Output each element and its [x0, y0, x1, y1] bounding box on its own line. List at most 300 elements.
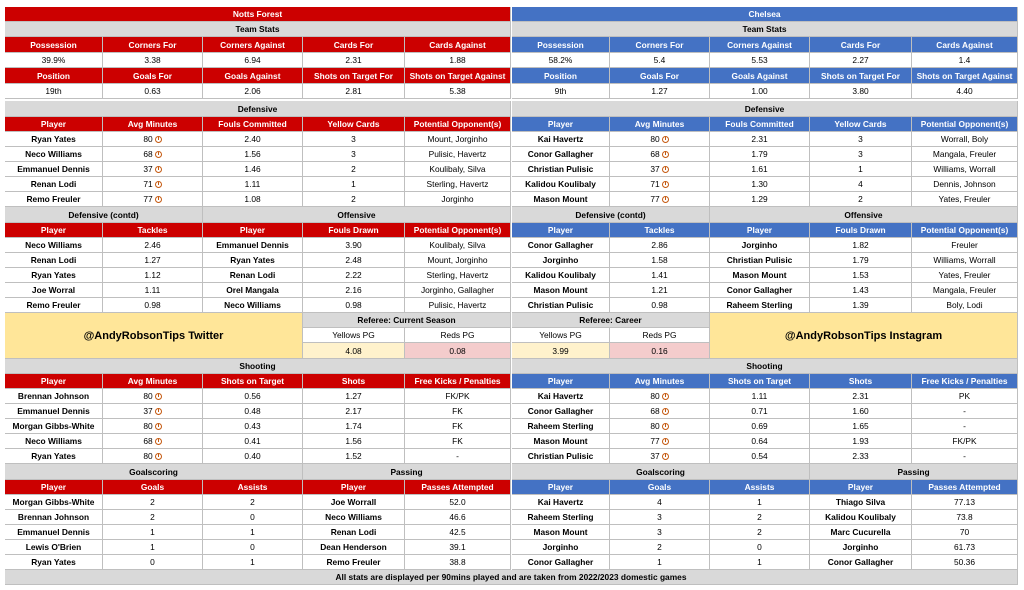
stat-header-text: Goals For: [639, 70, 680, 81]
shooting-header: [810, 374, 912, 389]
goal-cell: [512, 525, 610, 540]
shooting-cell-text: FK/PK: [952, 436, 977, 446]
shooting-header-text: Shots: [848, 376, 873, 386]
shooting-cell: [405, 449, 511, 464]
tackles-value-text: 1.27: [144, 255, 161, 265]
defensive-cell-text: 1: [858, 164, 863, 174]
stat-value-text: 2.81: [345, 86, 362, 96]
defensive-cell: [303, 192, 405, 207]
defensive-cell-text: Emmanuel Dennis: [17, 164, 90, 174]
tackles-player-text: Jorginho: [542, 255, 579, 265]
offensive-player: [203, 283, 303, 298]
offensive-opponent-text: Freuler: [951, 240, 978, 250]
goal-cell: [710, 525, 810, 540]
defensive-cell-text: Kai Havertz: [537, 134, 584, 144]
goal-cell-text: 0: [150, 557, 155, 567]
pass-player-text: Conor Gallagher: [827, 557, 894, 567]
stopwatch-icon: [155, 408, 162, 415]
pass-value: [405, 555, 511, 570]
defensive-cell-text: 1.61: [751, 164, 768, 174]
offensive-value: [810, 268, 912, 283]
defensive-header-text: Avg Minutes: [127, 119, 178, 129]
shooting-cell: [610, 404, 710, 419]
stat-value: [405, 53, 511, 68]
defensive-header-text: Player: [547, 119, 574, 129]
defensive-cell-text: 2: [351, 164, 356, 174]
pass-player-text: Neco Williams: [325, 512, 382, 522]
stopwatch-icon: [662, 166, 669, 173]
stat-header-text: Goals Against: [731, 70, 788, 81]
defensive-cell: [405, 192, 511, 207]
offensive-header: [203, 223, 303, 238]
goal-cell-text: Jorginho: [542, 542, 579, 552]
stat-value-text: 19th: [45, 86, 62, 96]
tackles-header: [5, 223, 103, 238]
shooting-cell: [5, 434, 103, 449]
defensive-cell-text: Mount, Jorginho: [427, 134, 488, 144]
offensive-player-text: Conor Gallagher: [726, 285, 793, 295]
shooting-cell-text: FK: [452, 406, 463, 416]
stopwatch-icon: [155, 423, 162, 430]
shooting-header-text: Player: [40, 376, 67, 386]
stat-value: [203, 53, 303, 68]
defensive-header-text: Fouls Committed: [725, 119, 794, 129]
offensive-value-text: 1.53: [852, 270, 869, 280]
shooting-cell-text: 0.40: [244, 451, 261, 461]
offensive-title: [710, 207, 1018, 223]
shooting-cell-text: 0.71: [751, 406, 768, 416]
offensive-player: [710, 283, 810, 298]
offensive-player: [203, 253, 303, 268]
shooting-cell-text: 0.69: [751, 421, 768, 431]
def-contd-title: [512, 207, 710, 223]
tackles-player-text: Neco Williams: [25, 240, 82, 250]
stopwatch-icon: [155, 151, 162, 158]
defensive-cell-text: 77: [143, 194, 153, 204]
tackles-value-text: 1.12: [144, 270, 161, 280]
shooting-cell-text: PK: [958, 391, 971, 401]
defensive-cell: [5, 177, 103, 192]
stat-header-text: Cards For: [840, 39, 881, 50]
pass-player-text: Joe Worrall: [330, 497, 377, 507]
stat-value-text: 4.40: [956, 86, 973, 96]
offensive-header-text: Potential Opponent(s): [413, 225, 502, 235]
shooting-header-text: Avg Minutes: [127, 376, 178, 386]
tackles-player: [5, 283, 103, 298]
stat-header: [303, 37, 405, 53]
pass-value: [912, 525, 1018, 540]
pass-player: [303, 555, 405, 570]
goal-cell: [710, 510, 810, 525]
stat-header: [405, 37, 511, 53]
tackles-player: [512, 283, 610, 298]
tackles-value-text: 0.98: [651, 300, 668, 310]
pass-player: [303, 525, 405, 540]
tackles-player-text: Joe Worral: [31, 285, 76, 295]
shooting-cell-text: 0.48: [244, 406, 261, 416]
shooting-header-text: Shots on Target: [220, 376, 285, 386]
stat-value: [5, 53, 103, 68]
reds-label-text: Reds PG: [642, 330, 677, 340]
stat-header: [710, 68, 810, 84]
shooting-cell: [303, 449, 405, 464]
offensive-opponent-text: Sterling, Havertz: [426, 270, 489, 280]
goal-cell-text: Lewis O'Brien: [25, 542, 82, 552]
stat-header-text: Shots on Target Against: [409, 70, 506, 81]
goal-cell: [103, 495, 203, 510]
tackles-player-text: Ryan Yates: [31, 270, 76, 280]
shooting-cell-text: Morgan Gibbs-White: [12, 421, 95, 431]
pass-player-text: Renan Lodi: [330, 527, 377, 537]
defensive-cell-text: 68: [650, 149, 660, 159]
defensive-header: [103, 117, 203, 132]
shooting-cell-text: 1.11: [751, 391, 768, 401]
defensive-cell: [912, 192, 1018, 207]
goal-cell-text: 3: [657, 527, 662, 537]
stat-value-text: 0.63: [144, 86, 161, 96]
shooting-cell-text: 1.65: [852, 421, 869, 431]
offensive-opponent: [912, 298, 1018, 313]
defensive-cell: [303, 147, 405, 162]
tackles-player-text: Conor Gallagher: [527, 240, 594, 250]
goal-cell-text: Brennan Johnson: [17, 512, 90, 522]
goal-cell-text: 1: [150, 527, 155, 537]
stopwatch-icon: [155, 196, 162, 203]
stat-value-text: 3.80: [852, 86, 869, 96]
career-yellows-text: 3.99: [552, 345, 569, 356]
offensive-opponent: [912, 268, 1018, 283]
tackles-player-text: Remo Freuler: [26, 300, 81, 310]
shooting-cell: [512, 404, 610, 419]
goal-cell: [512, 510, 610, 525]
shooting-cell-text: 1.56: [345, 436, 362, 446]
stopwatch-icon: [155, 393, 162, 400]
pass-value-text: 70: [959, 527, 970, 537]
defensive-cell-text: 1.08: [244, 194, 261, 204]
defensive-header: [5, 117, 103, 132]
goal-cell-text: 1: [757, 557, 762, 567]
footer-note: [5, 570, 1018, 585]
twitter-handle: [5, 313, 303, 359]
stat-value: [303, 84, 405, 99]
stat-value: [405, 84, 511, 99]
defensive-cell: [5, 192, 103, 207]
career-reds: [610, 343, 710, 359]
defensive-header-text: Potential Opponent(s): [920, 119, 1009, 129]
stat-value: [710, 84, 810, 99]
defensive-cell: [810, 177, 912, 192]
shooting-cell: [103, 434, 203, 449]
stat-value-text: 1.27: [651, 86, 668, 96]
goal-cell: [610, 555, 710, 570]
shooting-cell-text: Raheem Sterling: [527, 421, 594, 431]
stat-header-text: Position: [543, 70, 578, 81]
offensive-value-text: 2.22: [345, 270, 362, 280]
shooting-cell: [103, 389, 203, 404]
defensive-cell: [303, 177, 405, 192]
defensive-cell-text: Jorginho: [441, 194, 474, 204]
pass-header: [912, 480, 1018, 495]
defensive-cell-text: Pulisic, Havertz: [428, 149, 487, 159]
offensive-header-text: Player: [239, 225, 266, 235]
defensive-cell-text: 2: [351, 194, 356, 204]
goal-cell-text: 2: [757, 527, 762, 537]
stat-value: [303, 53, 405, 68]
defensive-cell: [203, 147, 303, 162]
goal-cell: [5, 525, 103, 540]
stopwatch-icon: [662, 423, 669, 430]
defensive-header: [203, 117, 303, 132]
tackles-value: [610, 253, 710, 268]
defensive-cell: [5, 162, 103, 177]
shooting-cell: [203, 404, 303, 419]
stat-header: [810, 37, 912, 53]
shooting-cell: [303, 389, 405, 404]
defensive-cell: [512, 177, 610, 192]
stat-value: [912, 84, 1018, 99]
defensive-cell-text: 37: [143, 164, 153, 174]
stat-header-text: Position: [36, 70, 71, 81]
shooting-cell: [912, 449, 1018, 464]
goal-cell: [103, 540, 203, 555]
shooting-cell: [5, 419, 103, 434]
defensive-cell: [103, 177, 203, 192]
pass-player-text: Dean Henderson: [320, 542, 387, 552]
shooting-cell-text: -: [963, 451, 966, 461]
tackles-player-text: Kalidou Koulibaly: [525, 270, 596, 280]
pass-header-text: Passes Attempted: [928, 482, 1001, 492]
stat-header-text: Cards Against: [429, 39, 486, 50]
tackles-value-text: 1.11: [144, 285, 161, 295]
stat-value: [103, 84, 203, 99]
shooting-cell: [103, 404, 203, 419]
defensive-cell-text: 37: [650, 164, 660, 174]
defensive-cell-text: 3: [351, 134, 356, 144]
shooting-header-text: Player: [547, 376, 574, 386]
shooting-cell-text: 0.43: [244, 421, 261, 431]
offensive-value-text: 2.48: [345, 255, 362, 265]
offensive-header: [303, 223, 405, 238]
goalscoring-title-text: Goalscoring: [636, 466, 685, 477]
goal-cell: [512, 540, 610, 555]
shooting-header: [512, 374, 610, 389]
tackles-player-text: Mason Mount: [533, 285, 588, 295]
goal-cell-text: 1: [250, 557, 255, 567]
stat-header: [912, 68, 1018, 84]
offensive-player-text: Christian Pulisic: [726, 255, 793, 265]
stat-header: [710, 37, 810, 53]
tackles-header-text: Tackles: [137, 225, 168, 235]
goal-cell-text: 2: [150, 497, 155, 507]
offensive-value-text: 1.39: [852, 300, 869, 310]
goal-cell: [103, 525, 203, 540]
shooting-cell: [512, 389, 610, 404]
goal-cell-text: Emmanuel Dennis: [17, 527, 90, 537]
goal-header-text: Assists: [744, 482, 775, 492]
shooting-cell: [203, 389, 303, 404]
offensive-title: [203, 207, 511, 223]
shooting-header: [5, 374, 103, 389]
passing-title: [303, 464, 511, 480]
defensive-header: [303, 117, 405, 132]
pass-player-text: Marc Cucurella: [830, 527, 891, 537]
goal-cell-text: 0: [250, 512, 255, 522]
shooting-header: [103, 374, 203, 389]
shooting-header-text: Avg Minutes: [634, 376, 685, 386]
defensive-header: [610, 117, 710, 132]
defensive-cell: [610, 192, 710, 207]
pass-player-text: Thiago Silva: [835, 497, 886, 507]
shooting-cell: [405, 434, 511, 449]
pass-value: [912, 540, 1018, 555]
goal-header: [512, 480, 610, 495]
offensive-player-text: Jorginho: [741, 240, 778, 250]
shooting-cell-text: 1.27: [345, 391, 362, 401]
tackles-player: [512, 238, 610, 253]
defensive-cell: [203, 162, 303, 177]
stat-header: [203, 37, 303, 53]
defensive-header-text: Fouls Committed: [218, 119, 287, 129]
defensive-cell-text: Mason Mount: [533, 194, 588, 204]
defensive-cell: [912, 132, 1018, 147]
shooting-cell: [512, 419, 610, 434]
offensive-player-text: Renan Lodi: [229, 270, 276, 280]
tackles-player: [5, 238, 103, 253]
stat-value: [512, 84, 610, 99]
defensive-cell-text: Kalidou Koulibaly: [525, 179, 596, 189]
tackles-player: [5, 253, 103, 268]
stopwatch-icon: [662, 196, 669, 203]
tackles-player: [5, 298, 103, 313]
offensive-header: [912, 223, 1018, 238]
stopwatch-icon: [155, 453, 162, 460]
stat-value-text: 1.4: [958, 55, 971, 65]
stat-value: [810, 84, 912, 99]
goal-cell-text: 2: [657, 542, 662, 552]
shooting-cell: [710, 389, 810, 404]
stopwatch-icon: [662, 151, 669, 158]
pass-player: [810, 495, 912, 510]
defensive-cell: [405, 177, 511, 192]
defensive-cell-text: 71: [143, 179, 153, 189]
defensive-cell: [610, 132, 710, 147]
defensive-cell: [303, 132, 405, 147]
defensive-cell-text: Christian Pulisic: [527, 164, 594, 174]
tackles-player: [512, 298, 610, 313]
offensive-player-text: Ryan Yates: [230, 255, 275, 265]
defensive-cell: [5, 147, 103, 162]
shooting-cell-text: Brennan Johnson: [17, 391, 90, 401]
goal-header: [203, 480, 303, 495]
def-contd-title-text: Defensive (contd): [575, 209, 646, 220]
reds-label: [610, 328, 710, 343]
goal-cell-text: 1: [250, 527, 255, 537]
stat-header: [303, 68, 405, 84]
pass-player: [303, 540, 405, 555]
goal-cell-text: Ryan Yates: [31, 557, 76, 567]
defensive-cell: [610, 162, 710, 177]
stopwatch-icon: [155, 438, 162, 445]
offensive-value: [810, 298, 912, 313]
defensive-cell: [103, 192, 203, 207]
shooting-cell: [303, 434, 405, 449]
shooting-header: [912, 374, 1018, 389]
offensive-value-text: 0.98: [345, 300, 362, 310]
goal-header-text: Assists: [237, 482, 268, 492]
goal-header: [5, 480, 103, 495]
tackles-value-text: 1.41: [651, 270, 668, 280]
team-title: [5, 7, 511, 22]
shooting-cell: [610, 419, 710, 434]
defensive-header-text: Potential Opponent(s): [413, 119, 502, 129]
defensive-title-text: Defensive: [744, 103, 785, 114]
stopwatch-icon: [155, 136, 162, 143]
stat-header: [512, 37, 610, 53]
defensive-cell-text: 1.11: [244, 179, 261, 189]
defensive-header-text: Yellow Cards: [834, 119, 887, 129]
stat-value-text: 2.31: [345, 55, 362, 65]
defensive-cell-text: 1.79: [751, 149, 768, 159]
stat-header-text: Goals Against: [224, 70, 281, 81]
current-reds-text: 0.08: [449, 345, 466, 356]
goal-cell: [5, 540, 103, 555]
shooting-cell: [912, 404, 1018, 419]
shooting-cell-text: Mason Mount: [533, 436, 588, 446]
stat-header-text: Cards Against: [936, 39, 993, 50]
offensive-player: [710, 238, 810, 253]
pass-header-text: Player: [340, 482, 367, 492]
pass-value-text: 38.8: [449, 557, 466, 567]
pass-header: [303, 480, 405, 495]
offensive-opponent-text: Pulisic, Havertz: [428, 300, 487, 310]
shooting-cell: [5, 404, 103, 419]
stat-header: [5, 37, 103, 53]
shooting-cell-text: FK: [452, 421, 463, 431]
tackles-header: [103, 223, 203, 238]
pass-player: [810, 510, 912, 525]
shooting-cell-text: 2.31: [852, 391, 869, 401]
team-stats-title-text: Team Stats: [742, 24, 787, 34]
pass-value: [912, 510, 1018, 525]
defensive-header: [405, 117, 511, 132]
goal-cell-text: Conor Gallagher: [527, 557, 594, 567]
shooting-cell-text: 80: [650, 421, 660, 431]
stat-header: [912, 37, 1018, 53]
pass-value: [912, 495, 1018, 510]
defensive-cell: [710, 147, 810, 162]
stat-value: [5, 84, 103, 99]
tackles-value: [103, 253, 203, 268]
defensive-cell: [710, 177, 810, 192]
offensive-player: [203, 298, 303, 313]
stat-value-text: 5.4: [653, 55, 666, 65]
defensive-cell-text: 1.29: [751, 194, 768, 204]
tackles-value-text: 0.98: [144, 300, 161, 310]
referee-current-title-text: Referee: Current Season: [357, 315, 456, 325]
offensive-opponent: [405, 268, 511, 283]
shooting-cell: [103, 419, 203, 434]
offensive-player: [203, 238, 303, 253]
shooting-cell: [912, 419, 1018, 434]
reds-label: [405, 328, 511, 343]
goal-cell: [103, 510, 203, 525]
defensive-cell-text: Neco Williams: [25, 149, 82, 159]
stat-value-text: 1.88: [449, 55, 466, 65]
defensive-cell: [912, 147, 1018, 162]
goal-cell: [5, 510, 103, 525]
shooting-cell: [203, 449, 303, 464]
pass-value: [405, 495, 511, 510]
